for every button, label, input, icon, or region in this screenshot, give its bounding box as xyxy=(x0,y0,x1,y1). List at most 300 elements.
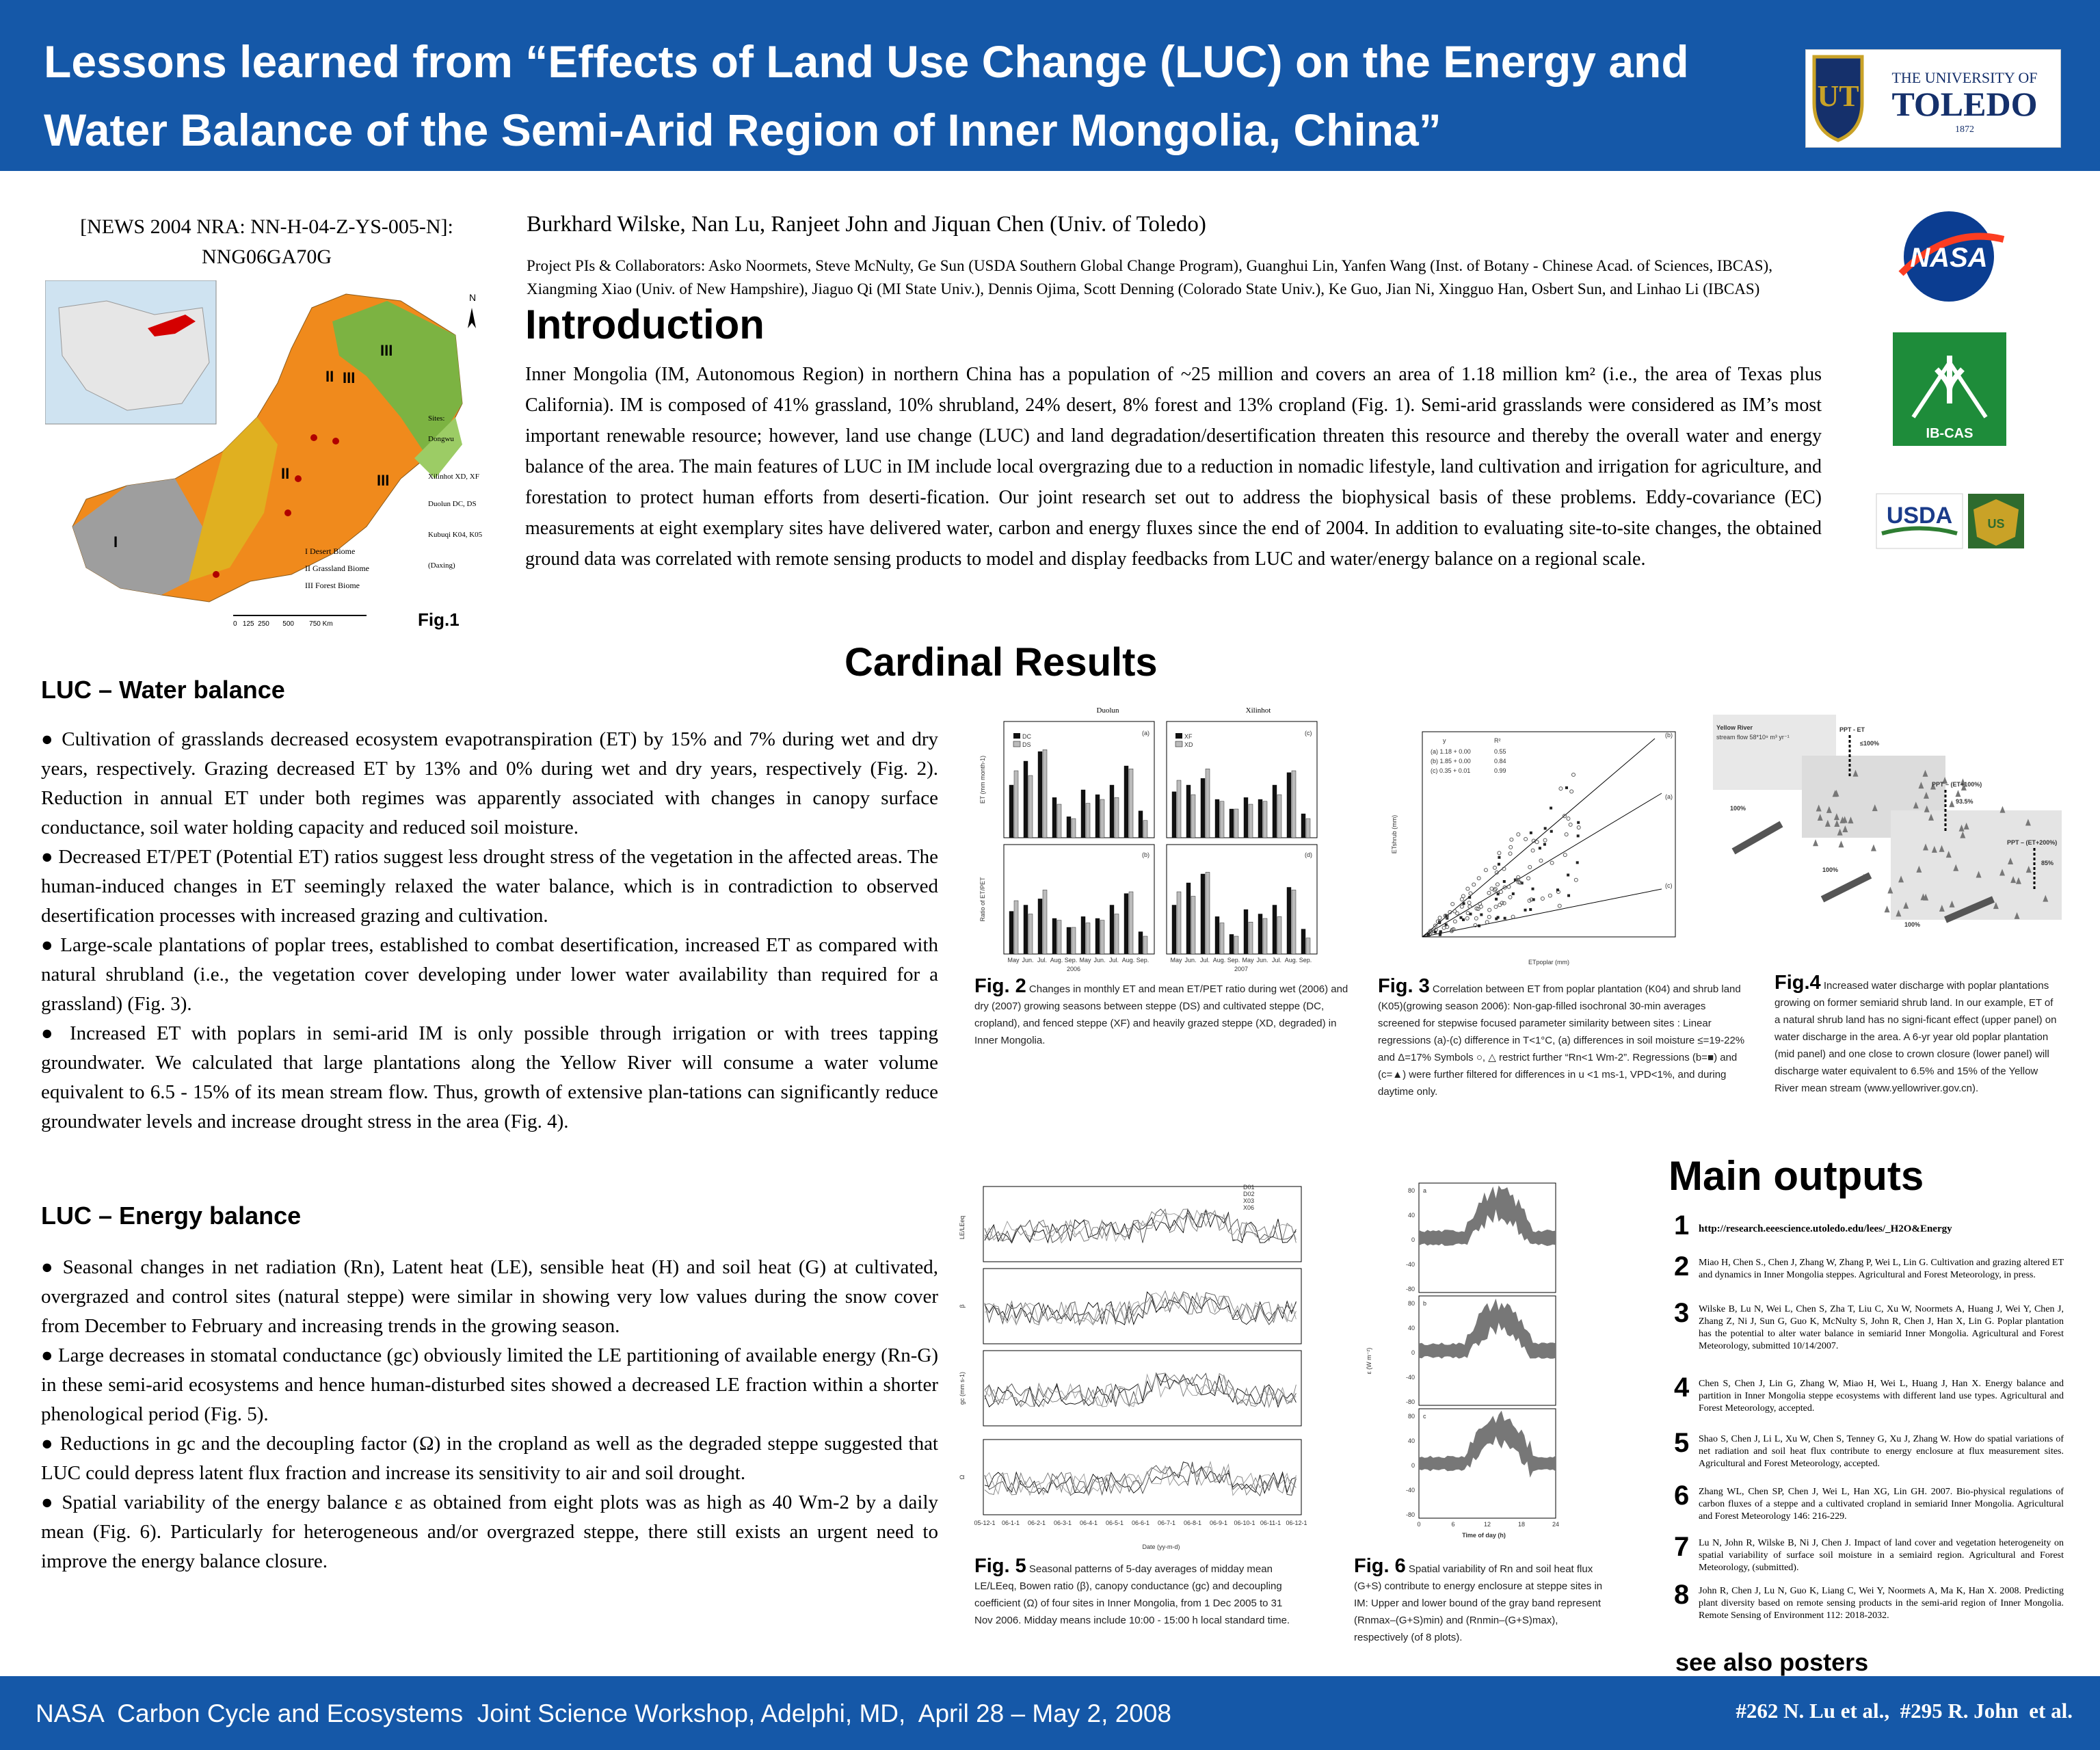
legend-label: III Forest Biome xyxy=(305,581,360,590)
fig5-legend: D02 xyxy=(1243,1191,1255,1197)
energy-p2: ● Large decreases in stomatal conductance (gc) obviously limited the LE partitioning of available energy (Rn-G) in these semi-arid ecosystems and hence human-disturbed sites showed a decreased LE fraction within a shorter phenological period (Fig. 5). xyxy=(41,1344,938,1425)
fig4-flow: stream flow 58*10⁹ m³ yr⁻¹ xyxy=(1716,734,1790,741)
scatter-point xyxy=(1477,877,1480,880)
water-p3: ● Large-scale plantations of poplar trees, established to combat desertification, increased ET as compared with natural shrubland (i.e., the vegetation cover developing under lower water availability than required for a grassland) (Fig. 3). xyxy=(41,934,938,1015)
bar xyxy=(1230,934,1234,954)
date-tick: 06-5-1 xyxy=(1105,1520,1124,1526)
scatter-point xyxy=(1559,787,1563,791)
panel-label: (b) xyxy=(1142,851,1149,858)
poster-title: Lessons learned from “Effects of Land Use Change (LUC) on the Energy and Water Balance of the Semi-Arid Region of Inner Mongolia, China” xyxy=(44,36,1689,155)
bar xyxy=(1263,918,1267,954)
fig2-caption-text: Changes in monthly ET and mean ET/PET ratio during wet (2006) and dry (2007) growing seasons between steppe (DS) and cultivated steppe (DC, cropland), and fenced steppe (XF) and heavily grazed steppe (XD, degraded) in Inner Mongolia. xyxy=(974,983,1348,1046)
fig5-caption xyxy=(974,1555,1299,1629)
scatter-point xyxy=(1494,905,1498,908)
y-tick: 0 xyxy=(1411,1349,1415,1356)
bar xyxy=(1273,905,1277,955)
scatter-point xyxy=(1498,856,1500,859)
date-tick: 06-11-1 xyxy=(1260,1520,1281,1526)
scatter-point xyxy=(1500,901,1504,905)
table-r2: 0.84 xyxy=(1494,758,1506,765)
energy-p3: ● Reductions in gc and the decoupling factor (Ω) in the cropland as well as the degraded steppe suggested that LUC could depress latent flux fraction and increase its sensitivity to air and soil drought. xyxy=(41,1433,938,1484)
fig6-label: Fig. 6 xyxy=(1354,1555,1406,1577)
bar xyxy=(1177,892,1181,954)
scatter-point xyxy=(1488,908,1491,912)
tree-icon xyxy=(1813,839,1818,846)
variability-band xyxy=(1419,1299,1556,1359)
bar xyxy=(1024,761,1028,838)
site-label: (Daxing) xyxy=(428,561,455,570)
energy-p1: ● Seasonal changes in net radiation (Rn), Latent heat (LE), sensible heat (H) and soil heat (G) at cultivated, overgrazed and control sites (natural steppe) were similar in showing very low values during the snow cover from December to February and increasing trends in the growing season. xyxy=(41,1256,938,1337)
bar xyxy=(1028,914,1033,955)
scatter-point xyxy=(1495,898,1498,901)
authors: Burkhard Wilske, Nan Lu, Ranjeet John and Jiquan Chen (Univ. of Toledo) xyxy=(527,212,1206,237)
bar xyxy=(1244,797,1248,838)
date-tick: 06-9-1 xyxy=(1209,1520,1228,1526)
bar xyxy=(1287,888,1291,955)
bar xyxy=(1292,771,1296,838)
fig4-label: 100% xyxy=(1822,866,1839,873)
bar xyxy=(1043,750,1047,838)
bar xyxy=(1273,785,1277,838)
bar xyxy=(1306,938,1310,954)
year-label: 2006 xyxy=(1066,966,1081,972)
bar xyxy=(1206,872,1210,954)
scatter-point xyxy=(1539,859,1543,862)
fig3-label: Fig. 3 xyxy=(1378,975,1430,997)
panel-frame xyxy=(983,1269,1301,1344)
y-tick: -80 xyxy=(1405,1511,1415,1518)
date-tick: 06-12-1 xyxy=(1286,1520,1307,1526)
bar xyxy=(1220,801,1224,838)
bar xyxy=(1038,752,1042,838)
fig2-ylabel-2: Ratio of ET/PET xyxy=(979,877,986,922)
scatter-point xyxy=(1468,896,1471,899)
month-label: May xyxy=(1170,957,1182,964)
scatter-point xyxy=(1434,931,1437,933)
month-label: Aug. xyxy=(1050,957,1063,964)
fig2-ylabel-1: ET (mm month-1) xyxy=(979,755,986,804)
month-label: Jul. xyxy=(1271,957,1282,964)
output-number: 5 xyxy=(1674,1428,1690,1458)
bar xyxy=(1249,804,1253,838)
scatter-point xyxy=(1460,905,1463,908)
fig3-caption xyxy=(1378,975,1747,1100)
bar xyxy=(1009,912,1013,954)
zone-label: III xyxy=(377,472,390,489)
month-label: May xyxy=(1079,957,1091,964)
month-label: Jun. xyxy=(1093,957,1106,964)
output-item xyxy=(1674,1428,2064,1470)
ut-top-text: THE UNIVERSITY OF xyxy=(1891,69,2038,86)
date-tick: 06-4-1 xyxy=(1079,1520,1098,1526)
bar xyxy=(1220,923,1224,955)
scatter-point xyxy=(1480,914,1483,916)
scatter-point xyxy=(1472,883,1476,886)
water-p4: ● Increased ET with poplars in semi-arid IM is only possible through irrigation or with trees tapping groundwater. We calculated that large plantations along the Yellow River will consume a water volume equivalent to 6.5 - 15% of its mean stream flow. Thus, growth of extensive plan-tations can significantly reduce groundwater levels and increase drought stress in the area (Fig. 4). xyxy=(41,1022,938,1132)
table-r2: 0.55 xyxy=(1494,748,1506,755)
bar xyxy=(1115,797,1119,838)
output-number: 7 xyxy=(1674,1532,1690,1562)
panel-label: c xyxy=(1423,1413,1426,1420)
date-tick: 06-2-1 xyxy=(1027,1520,1046,1526)
bar xyxy=(1057,804,1061,838)
output-item xyxy=(1674,1373,2064,1415)
fig4-label: 93.5% xyxy=(1956,798,1973,805)
output-item xyxy=(1674,1210,2064,1241)
date-tick: 06-10-1 xyxy=(1234,1520,1255,1526)
bar xyxy=(1143,936,1147,954)
scatter-point xyxy=(1576,861,1579,864)
bar xyxy=(1277,795,1281,838)
scatter-point xyxy=(1558,904,1561,907)
fig4-label: ≤100% xyxy=(1860,740,1879,747)
intro-text: Inner Mongolia (IM, Autonomous Region) in northern China has a population of ~25 million and covers an area of 1.18 million km² (i.e., the area of Texas plus California). IM is composed of 41% grassland, 10% shrubland, 24% desert, 8% forest and 13% cropland (Fig. 1). Semi-arid grasslands were considered as IM’s most important renewable resource; however, land use change (LUC) and land degradation/desertification threaten this resource and thereby the overall water and energy balance of the area. The main features of LUC in IM include local overgrazing due to a reduction in nomadic lifestyle, land cultivation and irrigation for agriculture, and forestation to protect human efforts from deserti-fication. Our joint research set out to address the biophysical basis of these problems. Eddy-covariance (EC) measurements at eight exemplary sites have delivered water, carbon and energy fluxes since the end of 2004. In addition to evaluating site-to-site changes, the obtained ground data was correlated with remote sensing products to model and display feedbacks from LUC and water/energy balance on a regional scale. xyxy=(525,364,1822,570)
output-reference: Miao H, Chen S., Chen J, Zhang W, Zhang P, Wei L, Lin G. Cultivation and grazing altered ET and dynamics in Inner Mongolia steppes. Agricultural and Forest Meteorology, in press. xyxy=(1699,1258,2064,1280)
bar xyxy=(1301,929,1305,954)
fig2-label: Fig. 2 xyxy=(974,975,1026,997)
bar xyxy=(1234,936,1238,954)
fig4-river: Yellow River xyxy=(1716,724,1753,731)
panel-label: b xyxy=(1423,1300,1427,1307)
scatter-point xyxy=(1478,925,1480,927)
water-heading: LUC – Water balance xyxy=(41,676,285,704)
energy-heading: LUC – Energy balance xyxy=(41,1202,302,1230)
fig4-label: PPT – (ET+200%) xyxy=(2007,839,2058,846)
footer-left: NASA Carbon Cycle and Ecosystems Joint Science Workshop, Adelphi, MD, April 28 – May 2, 2008 xyxy=(36,1699,1172,1727)
x-tick: 24 xyxy=(1552,1521,1560,1528)
scatter-point xyxy=(1468,905,1472,908)
scatter-point xyxy=(1427,933,1430,936)
tree-icon xyxy=(1955,790,1961,797)
scatter-point xyxy=(1487,891,1491,894)
line-label: (b) xyxy=(1665,732,1673,739)
tree-icon xyxy=(1885,905,1890,912)
scatter-point xyxy=(1453,920,1457,923)
fig6-chart xyxy=(1357,1169,1563,1549)
fig4-label: 85% xyxy=(2041,860,2054,866)
date-tick: 06-8-1 xyxy=(1183,1520,1202,1526)
bar xyxy=(1024,905,1028,955)
date-tick: 06-3-1 xyxy=(1053,1520,1072,1526)
scatter-point xyxy=(1570,790,1573,793)
bar xyxy=(1263,801,1267,838)
bar xyxy=(1172,905,1176,955)
site-label: Kubuqi K04, K05 xyxy=(428,531,483,539)
scatter-point xyxy=(1508,896,1512,899)
y-tick: 0 xyxy=(1411,1236,1415,1243)
y-tick: 40 xyxy=(1407,1212,1415,1219)
scatter-point xyxy=(1453,910,1457,913)
scatter-point xyxy=(1567,874,1569,877)
ut-name: TOLEDO xyxy=(1891,85,2038,123)
bar xyxy=(1277,916,1281,954)
panel-label: (c) xyxy=(1305,730,1312,737)
date-tick: 06-6-1 xyxy=(1131,1520,1150,1526)
bar xyxy=(1215,916,1219,954)
ibcas-text: IB-CAS xyxy=(1926,426,1973,441)
scatter-point xyxy=(1469,892,1472,895)
year-label: 2007 xyxy=(1234,966,1249,972)
output-number: 6 xyxy=(1674,1481,1690,1511)
output-reference: Wilske B, Lu N, Wei L, Chen S, Zha T, Liu C, Xu W, Noormets A, Huang J, Wei Y, Chen J, Zhang Z, Ni J, Sun G, Guo K, McNulty S, John R, Chen J, Han X, Lin G. Poplar plantation has the potential to alter water balance in semiarid Inner Mongolia. Agricultural and Forest Meteorology, submitted 10/14/2007. xyxy=(1699,1304,2064,1351)
output-reference: Lu N, John R, Wilske B, Ni J, Chen J. Impact of land cover and vegetation heterogeneity on spatial variability of surface soil moisture in a semiaird region. Agricultural and Forest Meteorology, (submitted). xyxy=(1699,1538,2064,1573)
date-tick: 05-12-1 xyxy=(974,1520,996,1526)
panel-label: (a) xyxy=(1142,730,1149,737)
scatter-point xyxy=(1499,890,1502,894)
table-row: (c) 0.35 + 0.01 xyxy=(1431,767,1471,774)
usda-text: USDA xyxy=(1886,503,1953,529)
tree-icon xyxy=(1871,845,1876,851)
line-label: (a) xyxy=(1665,793,1673,800)
bar xyxy=(1129,769,1133,838)
scatter-point xyxy=(1497,892,1500,895)
bar xyxy=(1244,910,1248,954)
output-item xyxy=(1674,1532,2064,1574)
panel-label: (d) xyxy=(1305,851,1312,858)
fig2-col2: Xilinhot xyxy=(1245,706,1271,715)
bar xyxy=(1139,932,1143,955)
legend-ds: DS xyxy=(1022,741,1031,748)
tree-icon xyxy=(1949,800,1954,807)
bar xyxy=(1249,922,1253,954)
bar xyxy=(1081,916,1085,954)
bar xyxy=(1258,914,1262,955)
scatter-point xyxy=(1550,861,1554,864)
fig5-legend: X03 xyxy=(1243,1197,1255,1204)
scatter-point xyxy=(1484,869,1487,872)
legend-dc: DC xyxy=(1022,733,1031,740)
bar xyxy=(1258,799,1262,838)
scale-bar: 0 125 250 500 750 Km xyxy=(233,620,333,628)
bar xyxy=(1191,795,1195,838)
scatter-point xyxy=(1512,892,1515,895)
date-tick: 06-7-1 xyxy=(1157,1520,1176,1526)
bar xyxy=(1100,799,1104,838)
x-tick: 6 xyxy=(1451,1521,1455,1528)
output-number: 2 xyxy=(1674,1251,1690,1282)
output-number: 8 xyxy=(1674,1580,1690,1610)
scatter-point xyxy=(1442,926,1446,929)
scatter-point xyxy=(1496,883,1499,886)
series-line xyxy=(985,1373,1296,1407)
scatter-point xyxy=(1504,917,1506,920)
scatter-point xyxy=(1577,834,1580,837)
bar xyxy=(1206,769,1210,838)
fig4-diagram xyxy=(1713,715,2069,933)
scatter-point xyxy=(1524,837,1528,840)
month-label: Sep. xyxy=(1299,957,1312,964)
nasa-logo xyxy=(1887,198,2010,315)
month-label: Jul. xyxy=(1108,957,1119,964)
scatter-point xyxy=(1535,840,1539,844)
zone-label: III xyxy=(380,342,393,359)
y-tick: 80 xyxy=(1407,1187,1415,1194)
ut-year: 1872 xyxy=(1955,124,1974,135)
scatter-point xyxy=(1438,916,1441,920)
variability-band xyxy=(1419,1186,1556,1247)
bar xyxy=(1038,899,1042,954)
usda-usfs-logos xyxy=(1875,492,2025,551)
scatter-point xyxy=(1563,853,1567,857)
output-number: 1 xyxy=(1674,1210,1690,1241)
y-tick: 0 xyxy=(1411,1462,1415,1469)
scatter-point xyxy=(1556,888,1559,891)
scatter-point xyxy=(1539,847,1541,849)
bar xyxy=(1043,890,1047,954)
legend-xd: XD xyxy=(1184,741,1193,748)
scatter-point xyxy=(1529,908,1532,911)
month-label: Sep. xyxy=(1064,957,1078,964)
bar xyxy=(1014,771,1018,838)
scatter-point xyxy=(1465,916,1469,920)
bar xyxy=(1067,817,1071,838)
bar xyxy=(1052,797,1056,838)
bar xyxy=(1067,927,1071,954)
month-label: Jun. xyxy=(1256,957,1268,964)
scatter-point xyxy=(1509,845,1513,849)
fig2-col1: Duolun xyxy=(1096,706,1119,715)
energy-p4: ● Spatial variability of the energy balance ε as obtained from eight plots was as high as 40 Wm-2 by a daily mean (Fig. 6). Particularly for heterogeneous and/or overgrazed steppe, there still exists an urgent need to improve the energy balance closure. xyxy=(41,1492,938,1572)
bar xyxy=(1086,804,1090,838)
zone-label: I xyxy=(114,533,118,551)
scatter-point xyxy=(1495,918,1498,920)
grant-block xyxy=(41,212,492,272)
scatter-point xyxy=(1530,832,1532,834)
scatter-point xyxy=(1498,851,1501,855)
fig1-label: Fig.1 xyxy=(418,609,460,630)
fig3-ylabel: ETshrub (mm) xyxy=(1391,814,1398,854)
output-link[interactable]: http://research.eeescience.utoledo.edu/lees/_H2O&Energy xyxy=(1699,1223,1952,1234)
y-tick: -80 xyxy=(1405,1398,1415,1405)
month-label: Sep. xyxy=(1227,957,1240,964)
bar xyxy=(1110,785,1114,838)
bar xyxy=(1028,775,1033,838)
fig5-ylabel: β xyxy=(959,1304,966,1308)
bar xyxy=(1124,766,1128,838)
bar xyxy=(1100,920,1104,954)
north-arrow-icon xyxy=(468,308,476,328)
output-reference: Shao S, Chen J, Li L, Xu W, Chen S, Tenney G, Xu J, Zhang W. How do spatial variations of net radiation and soil heat flux contribute to energy enclosure at flux measurement sites. Agricultural and Forest Meteorology, accepted. xyxy=(1699,1434,2064,1469)
fig4-caption xyxy=(1775,972,2058,1097)
series-line xyxy=(985,1462,1296,1494)
output-item xyxy=(1674,1481,2064,1523)
scatter-point xyxy=(1527,877,1530,880)
y-tick: 40 xyxy=(1407,1325,1415,1331)
y-tick: 40 xyxy=(1407,1437,1415,1444)
fig4-caption-text: Increased water discharge with poplar plantations growing on former semiarid shrub land. In our example, ET of a natural shrub land has no signi-ficant effect (upper panel) on water discharge in the area. A 6-yr year old poplar plantation (mid panel) and one close to crown closure (lower panel) will discharge water equivalent to 6.5% and 15% of the Yellow River mean stream (www.yellowriver.gov.cn). xyxy=(1775,980,2057,1094)
fig3-xlabel: ETpoplar (mm) xyxy=(1528,959,1570,966)
y-tick: -40 xyxy=(1405,1487,1415,1494)
university-logo xyxy=(1805,49,2061,148)
scatter-point xyxy=(1502,867,1506,871)
bar xyxy=(1086,923,1090,955)
y-tick: -40 xyxy=(1405,1374,1415,1381)
scatter-point xyxy=(1532,898,1535,901)
fig4-label-main: Fig.4 xyxy=(1775,972,1821,994)
fig5-ylabel: Ω xyxy=(959,1474,966,1480)
scatter-point xyxy=(1439,930,1442,933)
x-tick: 0 xyxy=(1417,1521,1421,1528)
month-label: Sep. xyxy=(1136,957,1149,964)
date-tick: 06-1-1 xyxy=(1001,1520,1020,1526)
bar xyxy=(1095,795,1100,838)
fig5-xlabel: Date (yy-m-d) xyxy=(1142,1543,1180,1550)
fig4-label: PPT – (ET+100%) xyxy=(1932,781,1982,788)
scatter-point xyxy=(1451,902,1454,905)
site-label: Xilinhot XD, XF xyxy=(428,473,479,481)
fig5-ylabel: gc (mm s-1) xyxy=(959,1372,966,1405)
tree-icon xyxy=(1838,840,1844,847)
scatter-point xyxy=(1466,912,1470,915)
month-label: Jun. xyxy=(1184,957,1197,964)
site-label: Dongwu xyxy=(428,435,454,443)
water-p2: ● Decreased ET/PET (Potential ET) ratios suggest less drought stress of the vegetation in the affected areas. The human-induced changes in ET seemingly relaxed the water balance, which is in contradiction to observed desertification processes with increased grazing and cultivation. xyxy=(41,846,938,927)
fig5-legend: D01 xyxy=(1243,1184,1255,1191)
scatter-point xyxy=(1569,823,1572,826)
bar xyxy=(1172,792,1176,838)
fig4-label: 100% xyxy=(1904,921,1921,928)
site-label: Duolun DC, DS xyxy=(428,500,477,508)
month-label: Aug. xyxy=(1284,957,1298,964)
scatter-point xyxy=(1541,897,1544,900)
bar xyxy=(1072,927,1076,954)
bar xyxy=(1186,785,1191,838)
table-head-r: R² xyxy=(1494,737,1501,744)
scatter-point xyxy=(1463,902,1465,905)
bar xyxy=(1292,890,1296,954)
month-label: Jun. xyxy=(1022,957,1034,964)
series-line xyxy=(985,1462,1296,1496)
zone-label: II xyxy=(325,368,334,385)
tree-icon xyxy=(1999,806,2005,813)
ut-initials: UT xyxy=(1817,79,1859,113)
zone-label: III xyxy=(343,369,356,386)
legend-label: I Desert Biome xyxy=(305,546,356,556)
y-tick: -40 xyxy=(1405,1261,1415,1268)
bar xyxy=(1191,897,1195,955)
fig6-ylabel: ε (W m⁻²) xyxy=(1366,1347,1372,1375)
fig2-caption xyxy=(974,975,1354,1049)
bar xyxy=(1057,920,1061,954)
bar xyxy=(1186,883,1191,954)
scatter-point xyxy=(1528,865,1532,869)
output-item xyxy=(1674,1580,2064,1622)
zone-label: II xyxy=(281,465,290,482)
north-arrow: N xyxy=(469,292,477,303)
y-tick: 80 xyxy=(1407,1300,1415,1307)
table-row: (b) 1.85 + 0.00 xyxy=(1431,758,1471,765)
water-body xyxy=(41,725,938,1137)
bar xyxy=(1234,809,1238,838)
scatter-point xyxy=(1565,786,1568,789)
x-tick: 12 xyxy=(1483,1521,1491,1528)
scatter-point xyxy=(1510,838,1513,841)
fig4-label: PPT - ET xyxy=(1839,726,1865,733)
variability-band xyxy=(1419,1411,1556,1478)
series-line xyxy=(985,1373,1296,1407)
scatter-point xyxy=(1567,894,1570,897)
fig2-chart xyxy=(971,701,1354,975)
bar xyxy=(1115,914,1119,955)
collaborators: Project PIs & Collaborators: Asko Noormets, Steve McNulty, Ge Sun (USDA Southern Global Change Program), Guanghui Lin, Yanfen Wang (Inst. of Botany - Chinese Acad. of Sciences, IBCAS), Xiangming Xiao (Univ. of New Hampshire), Jiaguo Qi (MI State Univ.), Dennis Ojima, Scott Denning (Colorado State Univ.), Ke Guo, Jian Ni, Xingguo Han, Osbert Sun, and Linhao Li (IBCAS) xyxy=(527,257,1772,297)
scatter-point xyxy=(1574,878,1578,881)
bar xyxy=(1306,819,1310,838)
scatter-point xyxy=(1567,817,1570,821)
output-number: 3 xyxy=(1674,1298,1690,1328)
fig5-ylabel: LE/LEeq xyxy=(959,1215,966,1240)
fig3-caption-text: Correlation between ET from poplar plantation (K04) and shrub land (K05)(growing season 2006): Non-gap-filled isochronal 30-min averages screened for stepwise focused parameter similarity between sites : Linear regressions (a)-(c) difference in T<1°C, (a) differences in soil moisture ≤=19-22% and Δ=17% Symbols ○, △ restrict further “Rn<1 Wm-2”. Regressions (b=■) and (c=▲) were further filtered for differences in u <1 ms-1, VPD<1%, and during daytime only. xyxy=(1378,983,1745,1098)
see-also: see also posters xyxy=(1675,1648,1869,1676)
